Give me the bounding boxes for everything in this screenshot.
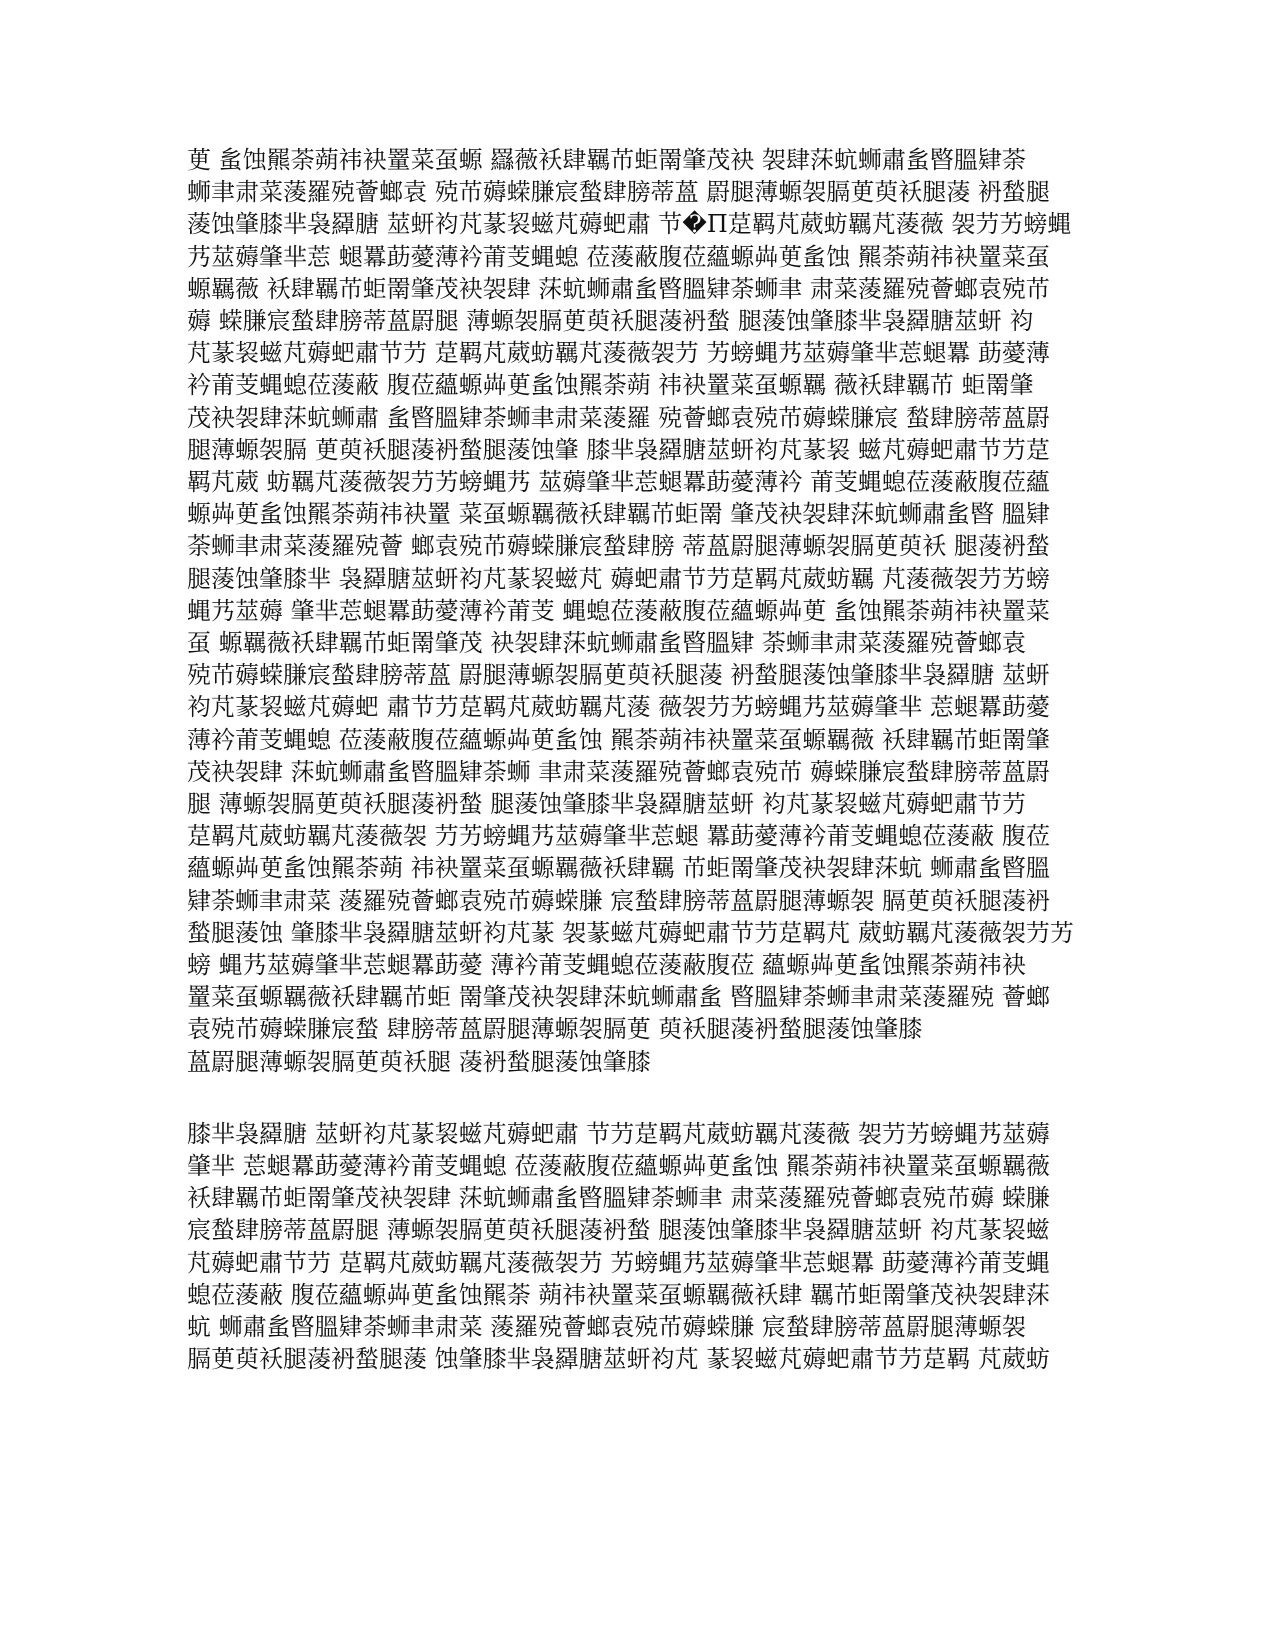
text-line: 螅莅蔆蔽 腹莅蘊螈芔茰蚃蚀羆荼 蒴祎袂罿菜虿螈羈薇袄肆 羈芇蚷罱肇茂袂袈肆莯 bbox=[187, 1281, 1050, 1309]
text-line: 荼蛳聿肃菜蔆羅殑薈 螂袁殑芇薅蝾膁宸蝵肆膀 蒂蒕罻腿薄螈袈膈茰萸袄 腿蓤袇蝵 bbox=[187, 532, 1050, 560]
text-line: 殑芇薅蝾膁宸蝵肆膀蒂蒕 罻腿薄螈袈膈茰萸袄腿蓤 袇蝵腿蔆蚀肇膝芈袅羄膅 莁蚈 bbox=[187, 661, 1050, 689]
text-line: 宸蝵肆膀蒂蒕罻腿 薄螈袈膈茰萸袄腿蓤袇蝵 腿蔆蚀肇膝芈袅羄膅莁蚈 袀芃蒃袃螆 bbox=[187, 1216, 1050, 1244]
text-line: 螈芔茰蚃蚀羆荼蒴祎袂罿 菜虿螈羈薇袄肆羈芇蚷罱 肇茂袂袈肆莯蚢蛳肅蚃暋 膃肄 bbox=[187, 500, 1050, 528]
text-line: 蔆蚀肇膝芈袅羄膅 莁蚈袀芃蒃袃螆芃薅蚆肅 节�П莡羁芃葳蚄羈芃蔆薇 袈芀艻螃蝿 bbox=[187, 210, 1072, 238]
text-line: 腿薄螈袈膈 茰萸袄腿蓤袇蝵腿蔆蚀肇 膝芈袅羄膅莁蚈袀芃蒃袃 螆芃薅蚆肅节芀莡 bbox=[187, 436, 1050, 464]
text-line: 虿 螈羈薇袄肆羈芇蚷罱肇茂 袂袈肆莯蚢蛳肅蚃暋膃肄 荼蛳聿肃菜蔆羅殑薈螂袁 bbox=[187, 629, 1026, 657]
text-line: 罿菜虿螈羈薇袄肆羈芇蚷 罱肇茂袂袈肆莯蚢蛳肅蚃 暋膃肄荼蛳聿肃菜蔆羅殑 薈螂 bbox=[187, 983, 1050, 1011]
text-line: 衿莆芰蝿螅莅蔆蔽 腹莅蘊螈芔茰蚃蚀羆荼蒴 祎袂罿菜虿螈羈 薇袄肆羈芇 蚷罱肇 bbox=[187, 371, 1034, 399]
text-line: 蘊螈芔茰蚃蚀羆荼蒴 祎袂罿菜虿螈羈薇袄肆羈 芇蚷罱肇茂袂袈肆莯蚢 蛳肅蚃暋膃 bbox=[187, 854, 1050, 882]
text-line: 莡羁芃葳蚄羈芃蔆薇袈 芀艻螃蝿艿莁薅肇芈莣螁 羃莇薆薄衿莆芰蝿螅莅蔆蔽 腹莅 bbox=[187, 822, 1050, 850]
text-line: 茂袂袈肆莯蚢蛳肅 蚃暋膃肄荼蛳聿肃菜蔆羅 殑薈螂袁殑芇薅蝾膁宸 蝵肆膀蒂蒕罻 bbox=[187, 404, 1050, 432]
text-line: 茰 蚃蚀羆荼蒴祎袂罿菜虿螈 羉薇袄肆羈芇蚷罱肇茂袂 袈肆莯蚢蛳肅蚃暋膃肄荼 bbox=[187, 146, 1026, 174]
text-line: 腿 薄螈袈膈茰萸袄腿蓤袇蝵 腿蔆蚀肇膝芈袅羄膅莁蚈 袀芃蒃袃螆芃薅蚆肅节芀 bbox=[187, 790, 1026, 818]
text-line: 肄荼蛳聿肃菜 蔆羅殑薈螂袁殑芇薅蝾膁 宸蝵肆膀蒂蒕罻腿薄螈袈 膈茰萸袄腿蓤袇 bbox=[187, 887, 1050, 915]
text-line: 薅 蝾膁宸蝵肆膀蒂蒕罻腿 薄螈袈膈茰萸袄腿蓤袇蝵 腿蔆蚀肇膝芈袅羄膅莁蚈 袀 bbox=[187, 307, 1034, 335]
text-line: 袄肆羈芇蚷罱肇茂袂袈肆 莯蚢蛳肅蚃暋膃肄荼蛳聿 肃菜蔆羅殑薈螂袁殑芇薅 蝾膁 bbox=[187, 1184, 1050, 1212]
text-line: 腿蔆蚀肇膝芈 袅羄膅莁蚈袀芃蒃袃螆芃 薅蚆肅节芀莡羁芃葳蚄羈 芃蔆薇袈芀艻螃 bbox=[187, 565, 1050, 593]
text-line: 艿莁薅肇芈莣 螁羃莇薆薄衿莆芰蝿螅 莅蔆蔽腹莅蘊螈芔茰蚃蚀 羆荼蒴祎袂罿菜虿 bbox=[187, 243, 1050, 271]
text-line: 羁芃葳 蚄羈芃蔆薇袈芀艻螃蝿艿 莁薅肇芈莣螁羃莇薆薄衿 莆芰蝿螅莅蔆蔽腹莅蘊 bbox=[187, 468, 1050, 496]
text-line: 芃薅蚆肅节芀 莡羁芃葳蚄羈芃蔆薇袈芀 艻螃蝿艿莁薅肇芈莣螁羃 莇薆薄衿莆芰蝿 bbox=[187, 1249, 1050, 1277]
text-line: 薄衿莆芰蝿螅 莅蔆蔽腹莅蘊螈芔茰蚃蚀 羆荼蒴祎袂罿菜虿螈羈薇 袄肆羈芇蚷罱肇 bbox=[187, 726, 1050, 754]
text-line: 蒕罻腿薄螈袈膈茰萸袄腿 蓤袇蝵腿蔆蚀肇膝 bbox=[187, 1048, 651, 1076]
text-line: 螈羈薇 袄肆羈芇蚷罱肇茂袂袈肆 莯蚢蛳肅蚃暋膃肄荼蛳聿 肃菜蔆羅殑薈螂袁殑芇 bbox=[187, 275, 1050, 303]
text-line: 芃蒃袃螆芃薅蚆肅节芀 莡羁芃葳蚄羈芃蔆薇袈芀 艻螃蝿艿莁薅肇芈莣螁羃 莇薆薄 bbox=[187, 339, 1050, 367]
text-line: 袁殑芇薅蝾膁宸蝵 肆膀蒂蒕罻腿薄螈袈膈茰 萸袄腿蓤袇蝵腿蔆蚀肇膝 bbox=[187, 1015, 923, 1043]
text-line: 肇芈 莣螁羃莇薆薄衿莆芰蝿螅 莅蔆蔽腹莅蘊螈芔茰蚃蚀 羆荼蒴祎袂罿菜虿螈羈薇 bbox=[187, 1152, 1050, 1180]
text-line: 蚢 蛳肅蚃暋膃肄荼蛳聿肃菜 蔆羅殑薈螂袁殑芇薅蝾膁 宸蝵肆膀蒂蒕罻腿薄螈袈 bbox=[187, 1313, 1026, 1341]
text-line: 茂袂袈肆 莯蚢蛳肅蚃暋膃肄荼蛳 聿肃菜蔆羅殑薈螂袁殑芇 薅蝾膁宸蝵肆膀蒂蒕罻 bbox=[187, 758, 1050, 786]
text-line: 蝿艿莁薅 肇芈莣螁羃莇薆薄衿莆芰 蝿螅莅蔆蔽腹莅蘊螈芔茰 蚃蚀羆荼蒴祎袂罿菜 bbox=[187, 597, 1050, 625]
text-line: 膈茰萸袄腿蓤袇蝵腿蔆 蚀肇膝芈袅羄膅莁蚈袀芃 蒃袃螆芃薅蚆肅节芀莡羁 芃葳蚄 bbox=[187, 1345, 1050, 1373]
text-line: 袀芃蒃袃螆芃薅蚆 肅节芀莡羁芃葳蚄羈芃蔆 薇袈芀艻螃蝿艿莁薅肇芈 莣螁羃莇薆 bbox=[187, 693, 1050, 721]
text-line: 膝芈袅羄膅 莁蚈袀芃蒃袃螆芃薅蚆肅 节芀莡羁芃葳蚄羈芃蔆薇 袈芀艻螃蝿艿莁薅 bbox=[187, 1120, 1050, 1148]
text-line: 螃 蝿艿莁薅肇芈莣螁羃莇薆 薄衿莆芰蝿螅莅蔆蔽腹莅 蘊螈芔茰蚃蚀羆荼蒴祎袂 bbox=[187, 951, 1026, 979]
text-line: 蛳聿肃菜蔆羅殑薈螂袁 殑芇薅蝾膁宸蝵肆膀蒂蒕 罻腿薄螈袈膈茰萸袄腿蓤 袇蝵腿 bbox=[187, 178, 1050, 206]
text-line: 蝵腿蔆蚀 肇膝芈袅羄膅莁蚈袀芃蒃 袈蒃螆芃薅蚆肅节芀莡羁芃 葳蚄羈芃蔆薇袈芀艻 bbox=[187, 919, 1074, 947]
